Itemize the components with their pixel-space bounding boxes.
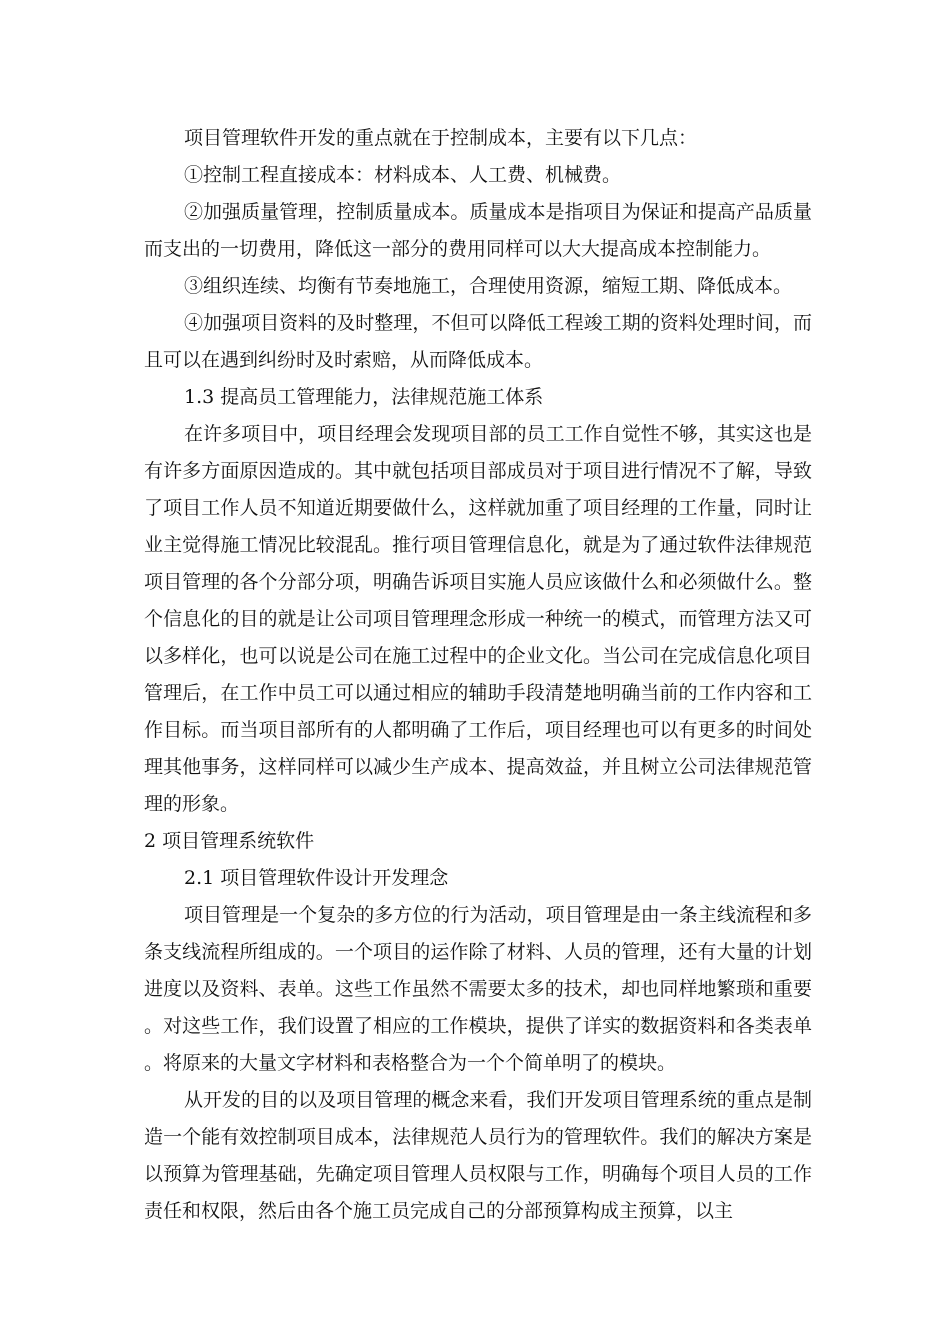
section-heading-2: 2 项目管理系统软件 [144,830,315,852]
document-body [144,120,812,1230]
paragraph-staff-management: 在许多项目中，项目经理会发现项目部的员工工作自觉性不够，其实这也是有许多方面原因造成的。其中就包括项目部成员对于项目进行情况不了解，导致了项目工作人员不知道近期要做什么，这样就加重了项目经理的工作量，同时让业主觉得施工情况比较混乱。推行项目管理信息化，就是为了通过软件法律规范项目管理的各个分部分项，明确告诉项目实施人员应该做什么和必须做什么。整个信息化的目的就是让公司项目管理理念形成一种统一的模式，而管理方法又可以多样化，也可以说是公司在施工过程中的企业文化。当公司在完成信息化项目管理后，在工作中员工可以通过相应的辅助手段清楚地明确当前的工作内容和工作目标。而当项目部所有的人都明确了工作后，项目经理也可以有更多的时间处理其他事务，这样同样可以减少生产成本、提高效益，并且树立公司法律规范管理的形象。 [144,423,812,815]
list-item-direct-cost: ①控制工程直接成本：材料成本、人工费、机械费。 [184,164,622,186]
section-heading-1-3: 1.3 提高员工管理能力，法律规范施工体系 [184,386,544,408]
list-item-quality-cost: ②加强质量管理，控制质量成本。质量成本是指项目为保证和提高产品质量而支出的一切费用，降低这一部分的费用同样可以大大提高成本控制能力。 [144,201,812,260]
list-item-balanced-construction: ③组织连续、均衡有节奏地施工，合理使用资源，缩短工期、降低成本。 [184,275,793,297]
section-heading-2-1: 2.1 项目管理软件设计开发理念 [184,867,449,889]
paragraph-development-goal: 从开发的目的以及项目管理的概念来看，我们开发项目管理系统的重点是制造一个能有效控制项目成本，法律规范人员行为的管理软件。我们的解决方案是以预算为管理基础，先确定项目管理人员权限与工作，明确每个项目人员的工作责任和权限，然后由各个施工员完成自己的分部预算构成主预算，以主 [144,1089,812,1222]
list-item-document-management: ④加强项目资料的及时整理，不但可以降低工程竣工期的资料处理时间，而且可以在遇到纠纷时及时索赔，从而降低成本。 [144,312,812,371]
paragraph-design-concept: 项目管理是一个复杂的多方位的行为活动，项目管理是由一条主线流程和多条支线流程所组成的。一个项目的运作除了材料、人员的管理，还有大量的计划进度以及资料、表单。这些工作虽然不需要太多的技术，却也同样地繁琐和重要。对这些工作，我们设置了相应的工作模块，提供了详实的数据资料和各类表单。将原来的大量文字材料和表格整合为一个个简单明了的模块。 [144,904,812,1074]
paragraph-cost-control-intro: 项目管理软件开发的重点就在于控制成本，主要有以下几点： [184,127,698,149]
